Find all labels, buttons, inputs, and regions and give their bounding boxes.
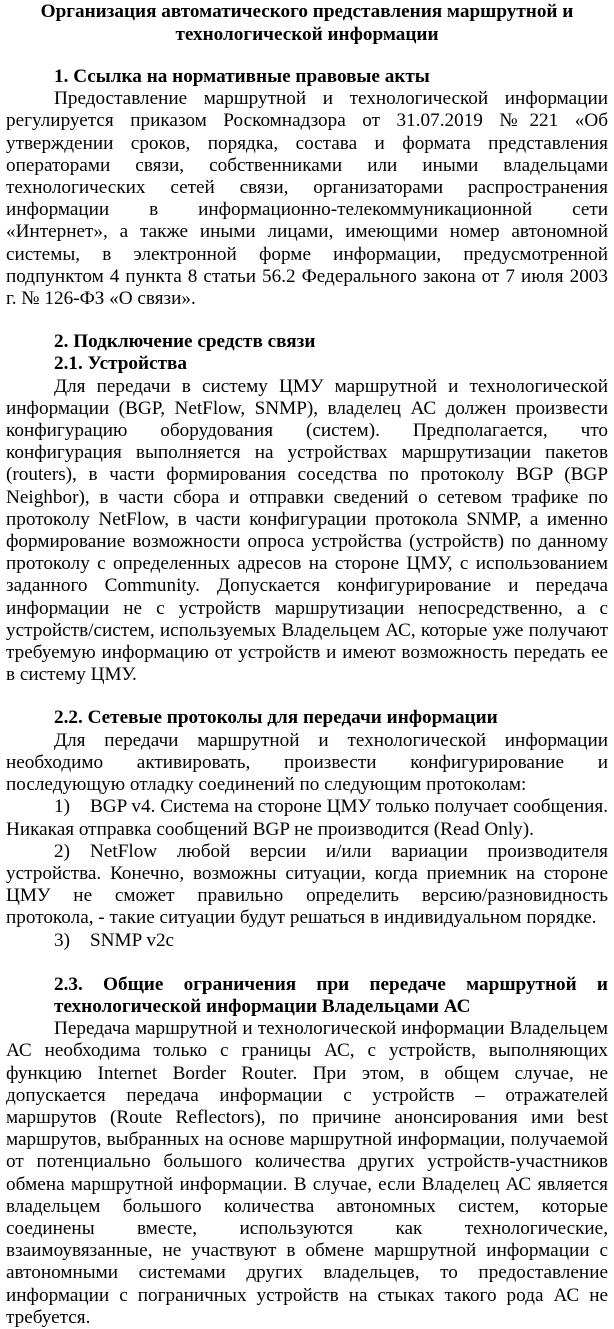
list-item xyxy=(6,930,608,952)
subsection-2-1-paragraph: Для передачи в систему ЦМУ маршрутной и технологической информации (BGP, NetFlow, SNMP), владелец АС должен произвести конфигурацию оборудования (систем). Предполагается, что конфигурация выполняется на устройствах маршрутизации пакетов (routers), в части формирования соседства по протоколу BGP (BGP Neighbor), в части сбора и отправки сведений о сетевом трафике по протоколу NetFlow, в части конфигурации протокола SNMP, а именно формирование возможности опроса устройства (устройств) по данному протоколу с определенных адресов на стороне ЦМУ, с использованием заданного Community. Допускается конфигурирование и передача информации не с устройств маршрутизации непосредственно, а с устройств/систем, используемых Владельцем АС, которые уже получают требуемую информацию от устройств и имеют возможность передать ее в систему ЦМУ. xyxy=(6,375,608,686)
section-1-heading: 1. Ссылка на нормативные правовые акты xyxy=(54,66,430,87)
list-item-text: SNMP v2c xyxy=(90,929,175,951)
document-title: Организация автоматического представления маршрутной и технологической информации xyxy=(40,1,574,45)
list-item xyxy=(6,841,608,930)
subsection-2-2-paragraph: Для передачи маршрутной и технологической информации необходимо активировать, произвести конфигурирование и последующую отладку соединений по следующим протоколам: xyxy=(6,729,608,796)
subsection-2-3-heading: 2.3. Общие ограничения при передаче маршрутной и технологической информации Владельцами АС xyxy=(54,973,608,1017)
section-2-heading: 2. Подключение средств связи xyxy=(54,331,316,353)
list-item-text: NetFlow любой версии и/или вариации производителя устройства. Конечно, возможны ситуации, когда приемник на стороне ЦМУ не сможет правильно определить версию/разновидность протокола, - такие ситуации будут решаться в индивидуальном порядке. xyxy=(6,840,608,929)
section-1-paragraph: Предоставление маршрутной и технологической информации регулируется приказом Роскомнадзора от 31.07.2019 №221 «Об утверждении сроков, порядка, состава и формата представления операторами связи, собственниками или иными владельцами технологических сетей связи, организаторами распространения информации в информационно-телекоммуникационной сети «Интернет», а также иными лицами, имеющими номер автономной системы, в электронной форме информации, предусмотренной подпунктом 4 пункта 8 статьи 56.2 Федерального закона от 7 июля 2003 г. № 126-ФЗ «О связи». xyxy=(6,88,608,310)
list-item-number: 1) xyxy=(54,796,70,818)
list-item-number: 2) xyxy=(54,840,70,862)
subsection-2-2-heading: 2.2. Сетевые протоколы для передачи информации xyxy=(54,707,498,729)
subsection-2-1-heading: 2.1. Устройства xyxy=(54,353,187,375)
list-item-number: 3) xyxy=(54,929,70,951)
list-item-text: BGP v4. Система на стороне ЦМУ только получает сообщения. Никакая отправка сообщений BGP не производится (Read Only). xyxy=(6,796,608,840)
list-item xyxy=(6,796,608,840)
subsection-2-3-paragraph: Передача маршрутной и технологической информации Владельцем АС необходима только с границы АС, с устройств, выполняющих функцию Internet Border Router. При этом, в общем случае, не допускается передача информации с устройств – отражателей маршрутов (Route Reflectors), по причине анонсирования ими best маршрутов, выбранных на основе маршрутной информации, получаемой от потенциально большого количества других устройств-участников обмена маршрутной информации. В случае, если Владелец АС является владельцем большого количества автономных систем, которые соединены вместе, используются как технологические, взаимоувязанные, не участвуют в обмене маршрутной информации с автономными системами других владельцев, то предоставление информации с пограничных устройств на стыках такого рода АС не требуется. xyxy=(6,1018,608,1328)
